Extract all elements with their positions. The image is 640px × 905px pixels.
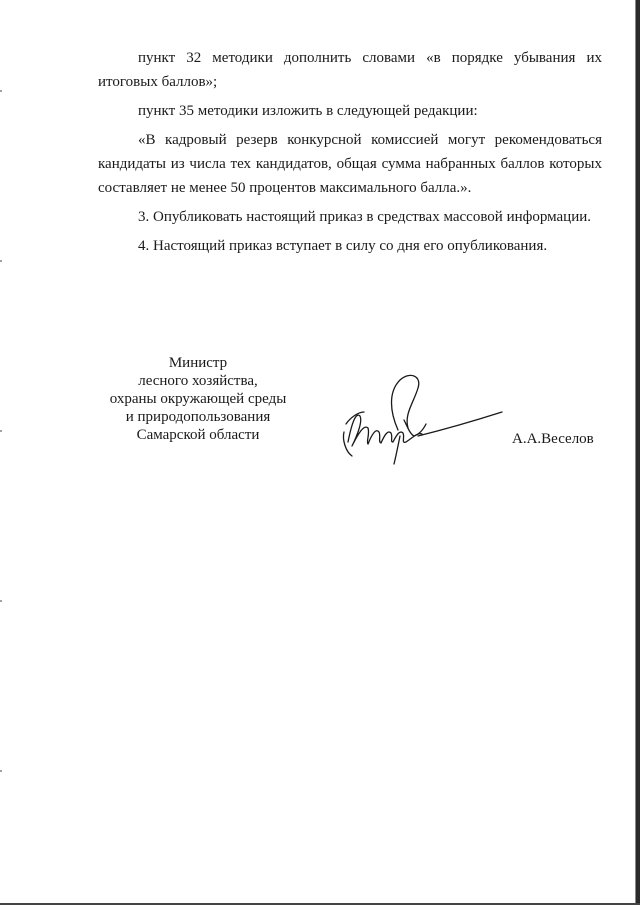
position-line: лесного хозяйства, — [138, 373, 258, 389]
position-line: и природопользования — [125, 409, 271, 425]
position-line: Самарской области — [136, 427, 260, 443]
paragraph-clause-4: 4. Настоящий приказ вступает в силу со дня его опубликования. — [138, 238, 548, 254]
signatory-position — [86, 354, 310, 444]
paragraph-item-35-quote: «В кадровый резерв конкурсной комиссией могут рекомендоваться кандидаты из числа тех кандидатов, общая сумма набранных баллов которых составляет не менее 50 процентов максимального балла.». — [98, 132, 602, 196]
scan-left-edge — [0, 0, 2, 905]
paragraph-item-32: пункт 32 методики дополнить словами «в порядке убывания их итоговых баллов»; — [98, 50, 602, 90]
paragraph-item-35: пункт 35 методики изложить в следующей редакции: — [138, 103, 478, 119]
paragraph-clause-3: 3. Опубликовать настоящий приказ в средствах массовой информации. — [138, 209, 592, 225]
handwritten-signature — [338, 372, 508, 468]
position-line: Министр — [168, 355, 228, 371]
document-body — [98, 46, 602, 258]
scan-right-edge — [636, 0, 640, 905]
signer-name: А.А.Веселов — [512, 431, 594, 447]
position-line: охраны окружающей среды — [109, 391, 287, 407]
